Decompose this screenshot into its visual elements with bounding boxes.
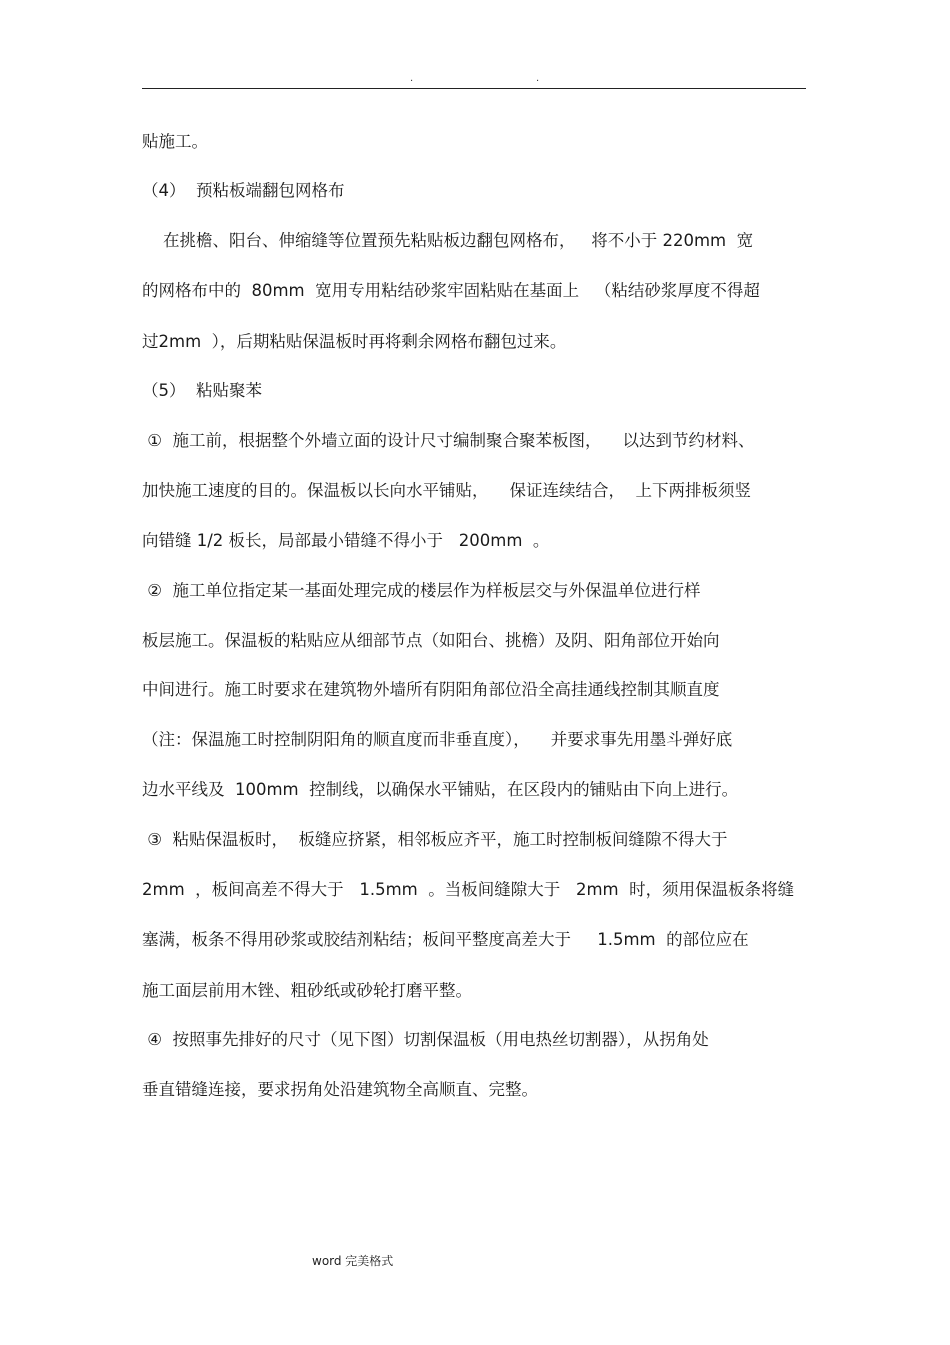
- text-line: 2mm ，板间高差不得大于 1.5mm 。当板间缝隙大于 2mm 时，须用保温板条将缝: [142, 880, 795, 899]
- text-line: 的网格布中的 80mm 宽用专用粘结砂浆牢固粘贴在基面上 （粘结砂浆厚度不得超: [142, 281, 760, 300]
- text-line: 中间进行。施工时要求在建筑物外墙所有阴阳角部位沿全高挂通线控制其顺直度: [142, 680, 720, 699]
- list-item-4: ④ 按照事先排好的尺寸（见下图）切割保温板（用电热丝切割器），从拐角处: [142, 1030, 709, 1049]
- text-line: 垂直错缝连接，要求拐角处沿建筑物全高顺直、完整。: [142, 1080, 538, 1099]
- list-item-3: ③ 粘贴保温板时， 板缝应挤紧，相邻板应齐平，施工时控制板间缝隙不得大于: [142, 830, 728, 849]
- text-line: 边水平线及 100mm 控制线，以确保水平铺贴，在区段内的铺贴由下向上进行。: [142, 780, 739, 799]
- text-line: 板层施工。保温板的粘贴应从细部节点（如阳台、挑檐）及阴、阳角部位开始向: [142, 631, 720, 650]
- list-item-1: ① 施工前，根据整个外墙立面的设计尺寸编制聚合聚苯板图， 以达到节约材料、: [142, 431, 755, 450]
- text-line: 贴施工。: [142, 132, 208, 151]
- section-heading-5: （5） 粘贴聚苯: [142, 381, 262, 400]
- header-dot-left: .: [410, 73, 414, 84]
- text-line: （注：保温施工时控制阴阳角的顺直度而非垂直度）， 并要求事先用墨斗弹好底: [142, 730, 733, 749]
- header-dots: [0, 74, 950, 86]
- section-heading-4: （4） 预粘板端翻包网格布: [142, 181, 345, 200]
- list-item-2: ② 施工单位指定某一基面处理完成的楼层作为样板层交与外保温单位进行样: [142, 581, 701, 600]
- text-line: 施工面层前用木锉、粗砂纸或砂轮打磨平整。: [142, 981, 472, 1000]
- text-line: 加快施工速度的目的。保温板以长向水平铺贴， 保证连续结合， 上下两排板须竖: [142, 481, 751, 500]
- header-dot-right: .: [536, 73, 540, 84]
- header-rule: [142, 88, 806, 89]
- footer-text: word 完美格式: [312, 1254, 394, 1268]
- text-line: 过2mm ），后期粘贴保温板时再将剩余网格布翻包过来。: [142, 332, 567, 351]
- text-line: 在挑檐、阳台、伸缩缝等位置预先粘贴板边翻包网格布， 将不小于 220mm 宽: [142, 231, 754, 250]
- text-line: 向错缝 1/2 板长，局部最小错缝不得小于 200mm 。: [142, 531, 550, 550]
- text-line: 塞满，板条不得用砂浆或胶结剂粘结；板间平整度高差大于 1.5mm 的部位应在: [142, 930, 749, 949]
